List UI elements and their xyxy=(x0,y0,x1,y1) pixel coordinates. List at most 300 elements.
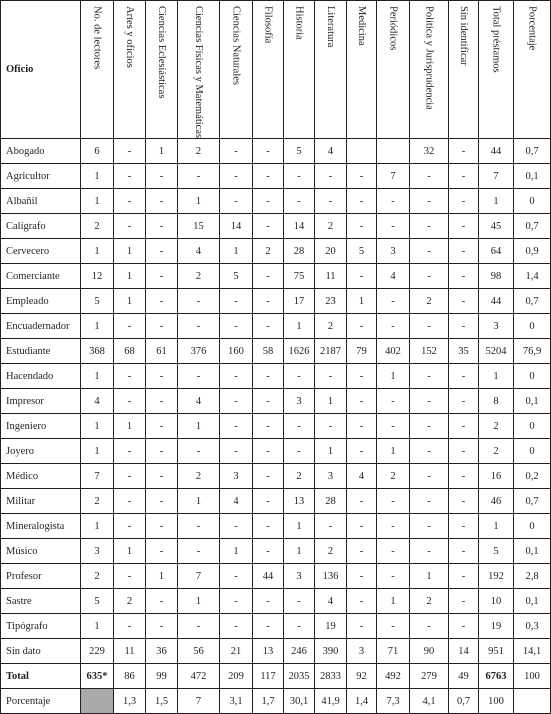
table-cell: - xyxy=(114,464,146,489)
table-cell: - xyxy=(449,564,479,589)
table-cell: - xyxy=(178,289,220,314)
table-cell: - xyxy=(410,239,449,264)
table-cell: 13 xyxy=(284,489,315,514)
table-cell: 3 xyxy=(479,314,514,339)
table-cell: - xyxy=(114,514,146,539)
table-cell: 0,1 xyxy=(514,539,551,564)
row-label: Militar xyxy=(1,489,81,514)
table-cell: - xyxy=(347,514,377,539)
header-col: Sin identificar xyxy=(449,1,479,139)
table-cell: - xyxy=(220,514,253,539)
table-cell: 3,1 xyxy=(220,689,253,714)
table-cell: 0 xyxy=(514,314,551,339)
header-col: Ciencias Físicas y Matemáticas xyxy=(178,1,220,139)
table-cell xyxy=(81,689,114,714)
table-cell: 1 xyxy=(479,514,514,539)
table-cell: - xyxy=(377,189,410,214)
table-cell: - xyxy=(284,189,315,214)
table-cell: 2 xyxy=(114,589,146,614)
table-cell: 3 xyxy=(220,464,253,489)
table-cell: 20 xyxy=(315,239,347,264)
table-cell: - xyxy=(377,539,410,564)
table-cell: 36 xyxy=(146,639,178,664)
table-cell: 1 xyxy=(81,614,114,639)
table-row xyxy=(1,264,551,289)
table-cell: - xyxy=(146,364,178,389)
row-label: Estudiante xyxy=(1,339,81,364)
table-cell: - xyxy=(315,414,347,439)
table-cell: 5 xyxy=(81,589,114,614)
table-cell: 0 xyxy=(514,189,551,214)
table-cell: 1 xyxy=(81,414,114,439)
table-cell: - xyxy=(377,614,410,639)
table-cell: 2 xyxy=(178,264,220,289)
table-cell: 472 xyxy=(178,664,220,689)
table-cell: 19 xyxy=(315,614,347,639)
table-cell: - xyxy=(178,364,220,389)
table-cell: 10 xyxy=(479,589,514,614)
table-cell: 12 xyxy=(81,264,114,289)
table-cell: 402 xyxy=(377,339,410,364)
table-cell: 14 xyxy=(449,639,479,664)
table-cell: 7 xyxy=(377,164,410,189)
percentage-row xyxy=(1,689,551,714)
header-col: Historia xyxy=(284,1,315,139)
table-cell: - xyxy=(220,364,253,389)
table-cell: 4 xyxy=(81,389,114,414)
table-cell: 1 xyxy=(479,364,514,389)
table-cell: - xyxy=(178,439,220,464)
table-cell: - xyxy=(114,389,146,414)
table-cell: - xyxy=(146,489,178,514)
table-cell: - xyxy=(253,589,284,614)
row-label: Tipógrafo xyxy=(1,614,81,639)
table-cell: 1 xyxy=(178,589,220,614)
table-cell: - xyxy=(449,264,479,289)
header-col: Ciencias Eclesiásticas xyxy=(146,1,178,139)
table-cell: - xyxy=(114,364,146,389)
table-cell: - xyxy=(315,189,347,214)
table-cell: - xyxy=(284,414,315,439)
table-cell: - xyxy=(347,364,377,389)
row-label: Joyero xyxy=(1,439,81,464)
table-cell: 951 xyxy=(479,639,514,664)
table-cell: - xyxy=(114,189,146,214)
table-cell: - xyxy=(284,164,315,189)
row-label: Profesor xyxy=(1,564,81,589)
table-cell: - xyxy=(146,414,178,439)
table-cell: 7,3 xyxy=(377,689,410,714)
table-cell: - xyxy=(220,614,253,639)
table-cell: 1 xyxy=(146,139,178,164)
table-cell: 4 xyxy=(220,489,253,514)
row-label: Mineralogista xyxy=(1,514,81,539)
table-cell: - xyxy=(449,539,479,564)
table-cell: - xyxy=(220,389,253,414)
table-cell: - xyxy=(146,314,178,339)
table-cell: - xyxy=(178,539,220,564)
table-row xyxy=(1,589,551,614)
table-cell: - xyxy=(315,164,347,189)
table-cell: 99 xyxy=(146,664,178,689)
header-col: Política y Jurisprudencia xyxy=(410,1,449,139)
table-cell: 1 xyxy=(377,364,410,389)
table-row xyxy=(1,339,551,364)
table-cell: 41,9 xyxy=(315,689,347,714)
table-cell: - xyxy=(146,189,178,214)
table-cell: 1 xyxy=(377,439,410,464)
table-cell: 2 xyxy=(479,439,514,464)
table-cell: 44 xyxy=(253,564,284,589)
table-cell: 3 xyxy=(81,539,114,564)
row-label: Agricultor xyxy=(1,164,81,189)
total-row xyxy=(1,664,551,689)
table-cell: - xyxy=(114,614,146,639)
table-cell: - xyxy=(377,289,410,314)
table-cell: - xyxy=(377,389,410,414)
table-row xyxy=(1,539,551,564)
table-cell: 71 xyxy=(377,639,410,664)
table-cell: 28 xyxy=(315,489,347,514)
table-cell xyxy=(377,139,410,164)
table-cell: - xyxy=(253,289,284,314)
table-cell: - xyxy=(449,364,479,389)
table-cell: - xyxy=(146,389,178,414)
table-cell: - xyxy=(410,389,449,414)
table-cell xyxy=(514,689,551,714)
row-label: Sastre xyxy=(1,589,81,614)
table-cell: 0,1 xyxy=(514,589,551,614)
table-cell: - xyxy=(410,414,449,439)
table-cell: - xyxy=(377,489,410,514)
table-cell: 0,7 xyxy=(514,489,551,514)
table-row xyxy=(1,239,551,264)
table-cell: - xyxy=(114,139,146,164)
table-cell: 1 xyxy=(81,364,114,389)
table-cell: 1 xyxy=(81,239,114,264)
table-cell: 5 xyxy=(220,264,253,289)
table-cell: - xyxy=(449,239,479,264)
table-cell: - xyxy=(449,314,479,339)
table-cell: - xyxy=(449,289,479,314)
table-cell: 0,3 xyxy=(514,614,551,639)
table-cell: 2187 xyxy=(315,339,347,364)
table-cell: - xyxy=(377,314,410,339)
table-cell: - xyxy=(410,489,449,514)
table-cell: - xyxy=(449,389,479,414)
table-cell: - xyxy=(114,489,146,514)
table-cell: 1 xyxy=(284,514,315,539)
table-cell: 1,7 xyxy=(253,689,284,714)
row-label: Porcentaje xyxy=(1,689,81,714)
header-col: Filosofía xyxy=(253,1,284,139)
table-cell: 32 xyxy=(410,139,449,164)
table-cell: 1 xyxy=(146,564,178,589)
table-cell: 11 xyxy=(315,264,347,289)
table-cell: - xyxy=(377,214,410,239)
table-cell: 2 xyxy=(178,139,220,164)
table-cell: - xyxy=(253,539,284,564)
table-cell: - xyxy=(449,614,479,639)
table-cell: - xyxy=(146,214,178,239)
table-cell: 49 xyxy=(449,664,479,689)
table-cell: - xyxy=(410,364,449,389)
header-col: Total préstamos xyxy=(479,1,514,139)
table-cell: - xyxy=(178,514,220,539)
table-cell: - xyxy=(220,439,253,464)
table-cell: 15 xyxy=(178,214,220,239)
row-label: Cervecero xyxy=(1,239,81,264)
row-label: Empleado xyxy=(1,289,81,314)
table-cell: 1,4 xyxy=(514,264,551,289)
table-cell: - xyxy=(178,164,220,189)
table-cell: 160 xyxy=(220,339,253,364)
table-cell: - xyxy=(253,514,284,539)
table-cell: 2833 xyxy=(315,664,347,689)
table-cell: 376 xyxy=(178,339,220,364)
table-row xyxy=(1,489,551,514)
table-cell: 136 xyxy=(315,564,347,589)
table-cell: - xyxy=(377,414,410,439)
table-cell: - xyxy=(410,314,449,339)
table-cell: - xyxy=(253,314,284,339)
table-cell: 61 xyxy=(146,339,178,364)
table-cell: 1 xyxy=(114,264,146,289)
table-cell: 1,4 xyxy=(347,689,377,714)
table-cell: 2 xyxy=(315,314,347,339)
header-col: Ciencias Naturales xyxy=(220,1,253,139)
table-cell: - xyxy=(315,364,347,389)
table-cell: 90 xyxy=(410,639,449,664)
table-cell: 2,8 xyxy=(514,564,551,589)
row-label: Calígrafo xyxy=(1,214,81,239)
table-cell: - xyxy=(253,189,284,214)
table-cell: - xyxy=(410,264,449,289)
table-row xyxy=(1,614,551,639)
table-cell: 5204 xyxy=(479,339,514,364)
table-cell: 117 xyxy=(253,664,284,689)
table-cell: 0 xyxy=(514,514,551,539)
row-label: Albañil xyxy=(1,189,81,214)
table-cell: 1 xyxy=(410,564,449,589)
table-cell: 5 xyxy=(479,539,514,564)
table-cell: 1 xyxy=(81,189,114,214)
table-cell: 44 xyxy=(479,139,514,164)
row-label: Abogado xyxy=(1,139,81,164)
table-cell: 14 xyxy=(220,214,253,239)
table-cell: - xyxy=(253,414,284,439)
table-cell: - xyxy=(347,539,377,564)
table-cell: 2 xyxy=(81,564,114,589)
table-cell: 14 xyxy=(284,214,315,239)
table-cell: 1 xyxy=(178,414,220,439)
table-cell: 4 xyxy=(377,264,410,289)
row-label: Hacendado xyxy=(1,364,81,389)
table-cell: 23 xyxy=(315,289,347,314)
table-row xyxy=(1,289,551,314)
table-cell: 35 xyxy=(449,339,479,364)
table-cell: 1 xyxy=(81,514,114,539)
table-cell: - xyxy=(220,289,253,314)
table-cell: 2 xyxy=(178,464,220,489)
table-cell: 11 xyxy=(114,639,146,664)
header-col: Medicina xyxy=(347,1,377,139)
table-cell: 368 xyxy=(81,339,114,364)
table-cell: 7 xyxy=(81,464,114,489)
table-cell: - xyxy=(315,514,347,539)
table-row xyxy=(1,564,551,589)
table-cell: - xyxy=(253,439,284,464)
table-cell: 2 xyxy=(315,539,347,564)
row-label: Sin dato xyxy=(1,639,81,664)
table-cell: - xyxy=(377,514,410,539)
table-cell: 56 xyxy=(178,639,220,664)
table-cell: - xyxy=(347,314,377,339)
table-cell: - xyxy=(347,564,377,589)
table-cell: - xyxy=(449,164,479,189)
table-cell: - xyxy=(220,414,253,439)
table-cell: 2 xyxy=(81,214,114,239)
table-cell: 6 xyxy=(81,139,114,164)
row-label: Comerciante xyxy=(1,264,81,289)
table-cell: - xyxy=(178,314,220,339)
table-cell: - xyxy=(449,489,479,514)
table-cell: 1 xyxy=(315,389,347,414)
table-cell: 209 xyxy=(220,664,253,689)
table-cell: 17 xyxy=(284,289,315,314)
header-col: Literatura xyxy=(315,1,347,139)
table-cell: - xyxy=(114,564,146,589)
table-cell: - xyxy=(253,164,284,189)
table-cell: 1 xyxy=(114,539,146,564)
header-col: Artes y oficios xyxy=(114,1,146,139)
table-cell: 4 xyxy=(347,464,377,489)
table-row xyxy=(1,214,551,239)
table-cell: 2 xyxy=(410,289,449,314)
table-row xyxy=(1,364,551,389)
table-cell: - xyxy=(284,589,315,614)
table-cell: - xyxy=(220,314,253,339)
table-cell: 7 xyxy=(178,564,220,589)
table-cell: 492 xyxy=(377,664,410,689)
table-cell: - xyxy=(449,514,479,539)
table-cell: - xyxy=(410,439,449,464)
table-cell: - xyxy=(253,614,284,639)
table-cell: 86 xyxy=(114,664,146,689)
table-cell: 75 xyxy=(284,264,315,289)
table-cell: 1 xyxy=(114,289,146,314)
table-cell: 0,7 xyxy=(514,214,551,239)
table-cell: 1,3 xyxy=(114,689,146,714)
table-cell: - xyxy=(449,214,479,239)
table-cell: 4 xyxy=(315,139,347,164)
table-cell: 1 xyxy=(114,414,146,439)
table-cell: 1626 xyxy=(284,339,315,364)
table-cell: - xyxy=(253,389,284,414)
table-cell: 1,5 xyxy=(146,689,178,714)
table-cell: - xyxy=(410,464,449,489)
table-cell: - xyxy=(146,614,178,639)
table-row xyxy=(1,464,551,489)
table-cell: - xyxy=(410,164,449,189)
table-cell: - xyxy=(253,139,284,164)
table-cell: 1 xyxy=(81,439,114,464)
row-label: Médico xyxy=(1,464,81,489)
table-cell: 2 xyxy=(81,489,114,514)
table-cell: - xyxy=(449,189,479,214)
table-cell: 3 xyxy=(315,464,347,489)
table-cell: 152 xyxy=(410,339,449,364)
table-cell: - xyxy=(347,164,377,189)
row-label: Ingeniero xyxy=(1,414,81,439)
table-cell: 1 xyxy=(178,489,220,514)
table-cell: 3 xyxy=(377,239,410,264)
table-cell: 7 xyxy=(178,689,220,714)
table-cell: - xyxy=(410,189,449,214)
table-cell: - xyxy=(347,389,377,414)
table-cell: 46 xyxy=(479,489,514,514)
table-cell: 0,1 xyxy=(514,389,551,414)
table-cell: 2 xyxy=(315,214,347,239)
table-cell: 100 xyxy=(479,689,514,714)
table-row xyxy=(1,414,551,439)
table-cell: 0,7 xyxy=(514,139,551,164)
table-cell: - xyxy=(253,264,284,289)
row-label: Músico xyxy=(1,539,81,564)
table-cell: 16 xyxy=(479,464,514,489)
table-cell: 45 xyxy=(479,214,514,239)
table-cell: - xyxy=(449,139,479,164)
table-cell: 1 xyxy=(284,314,315,339)
table-cell: 14,1 xyxy=(514,639,551,664)
table-cell: 68 xyxy=(114,339,146,364)
header-col: Periódicos xyxy=(377,1,410,139)
table-cell: - xyxy=(347,614,377,639)
table-cell: - xyxy=(253,214,284,239)
table-row xyxy=(1,314,551,339)
table-cell: 64 xyxy=(479,239,514,264)
table-cell: 1 xyxy=(81,164,114,189)
table-row xyxy=(1,189,551,214)
table-cell: - xyxy=(449,439,479,464)
table-cell: - xyxy=(284,364,315,389)
table-cell: 13 xyxy=(253,639,284,664)
table-cell: - xyxy=(178,614,220,639)
table-cell: 100 xyxy=(514,664,551,689)
table-cell: - xyxy=(284,614,315,639)
table-cell: 98 xyxy=(479,264,514,289)
table-cell: - xyxy=(410,514,449,539)
header-col: No. de lectores xyxy=(81,1,114,139)
table-cell: - xyxy=(114,214,146,239)
table-cell: - xyxy=(114,164,146,189)
table-cell: 1 xyxy=(81,314,114,339)
table-cell: 21 xyxy=(220,639,253,664)
table-cell: - xyxy=(410,614,449,639)
table-cell: - xyxy=(347,489,377,514)
table-cell: - xyxy=(220,164,253,189)
table-cell: - xyxy=(347,189,377,214)
table-cell: - xyxy=(146,289,178,314)
table-cell: 44 xyxy=(479,289,514,314)
table-cell: 2 xyxy=(284,464,315,489)
table-cell: - xyxy=(220,589,253,614)
table-cell: - xyxy=(220,139,253,164)
table-cell: - xyxy=(146,439,178,464)
table-cell: - xyxy=(220,189,253,214)
table-cell: - xyxy=(347,439,377,464)
table-cell: 0 xyxy=(514,364,551,389)
